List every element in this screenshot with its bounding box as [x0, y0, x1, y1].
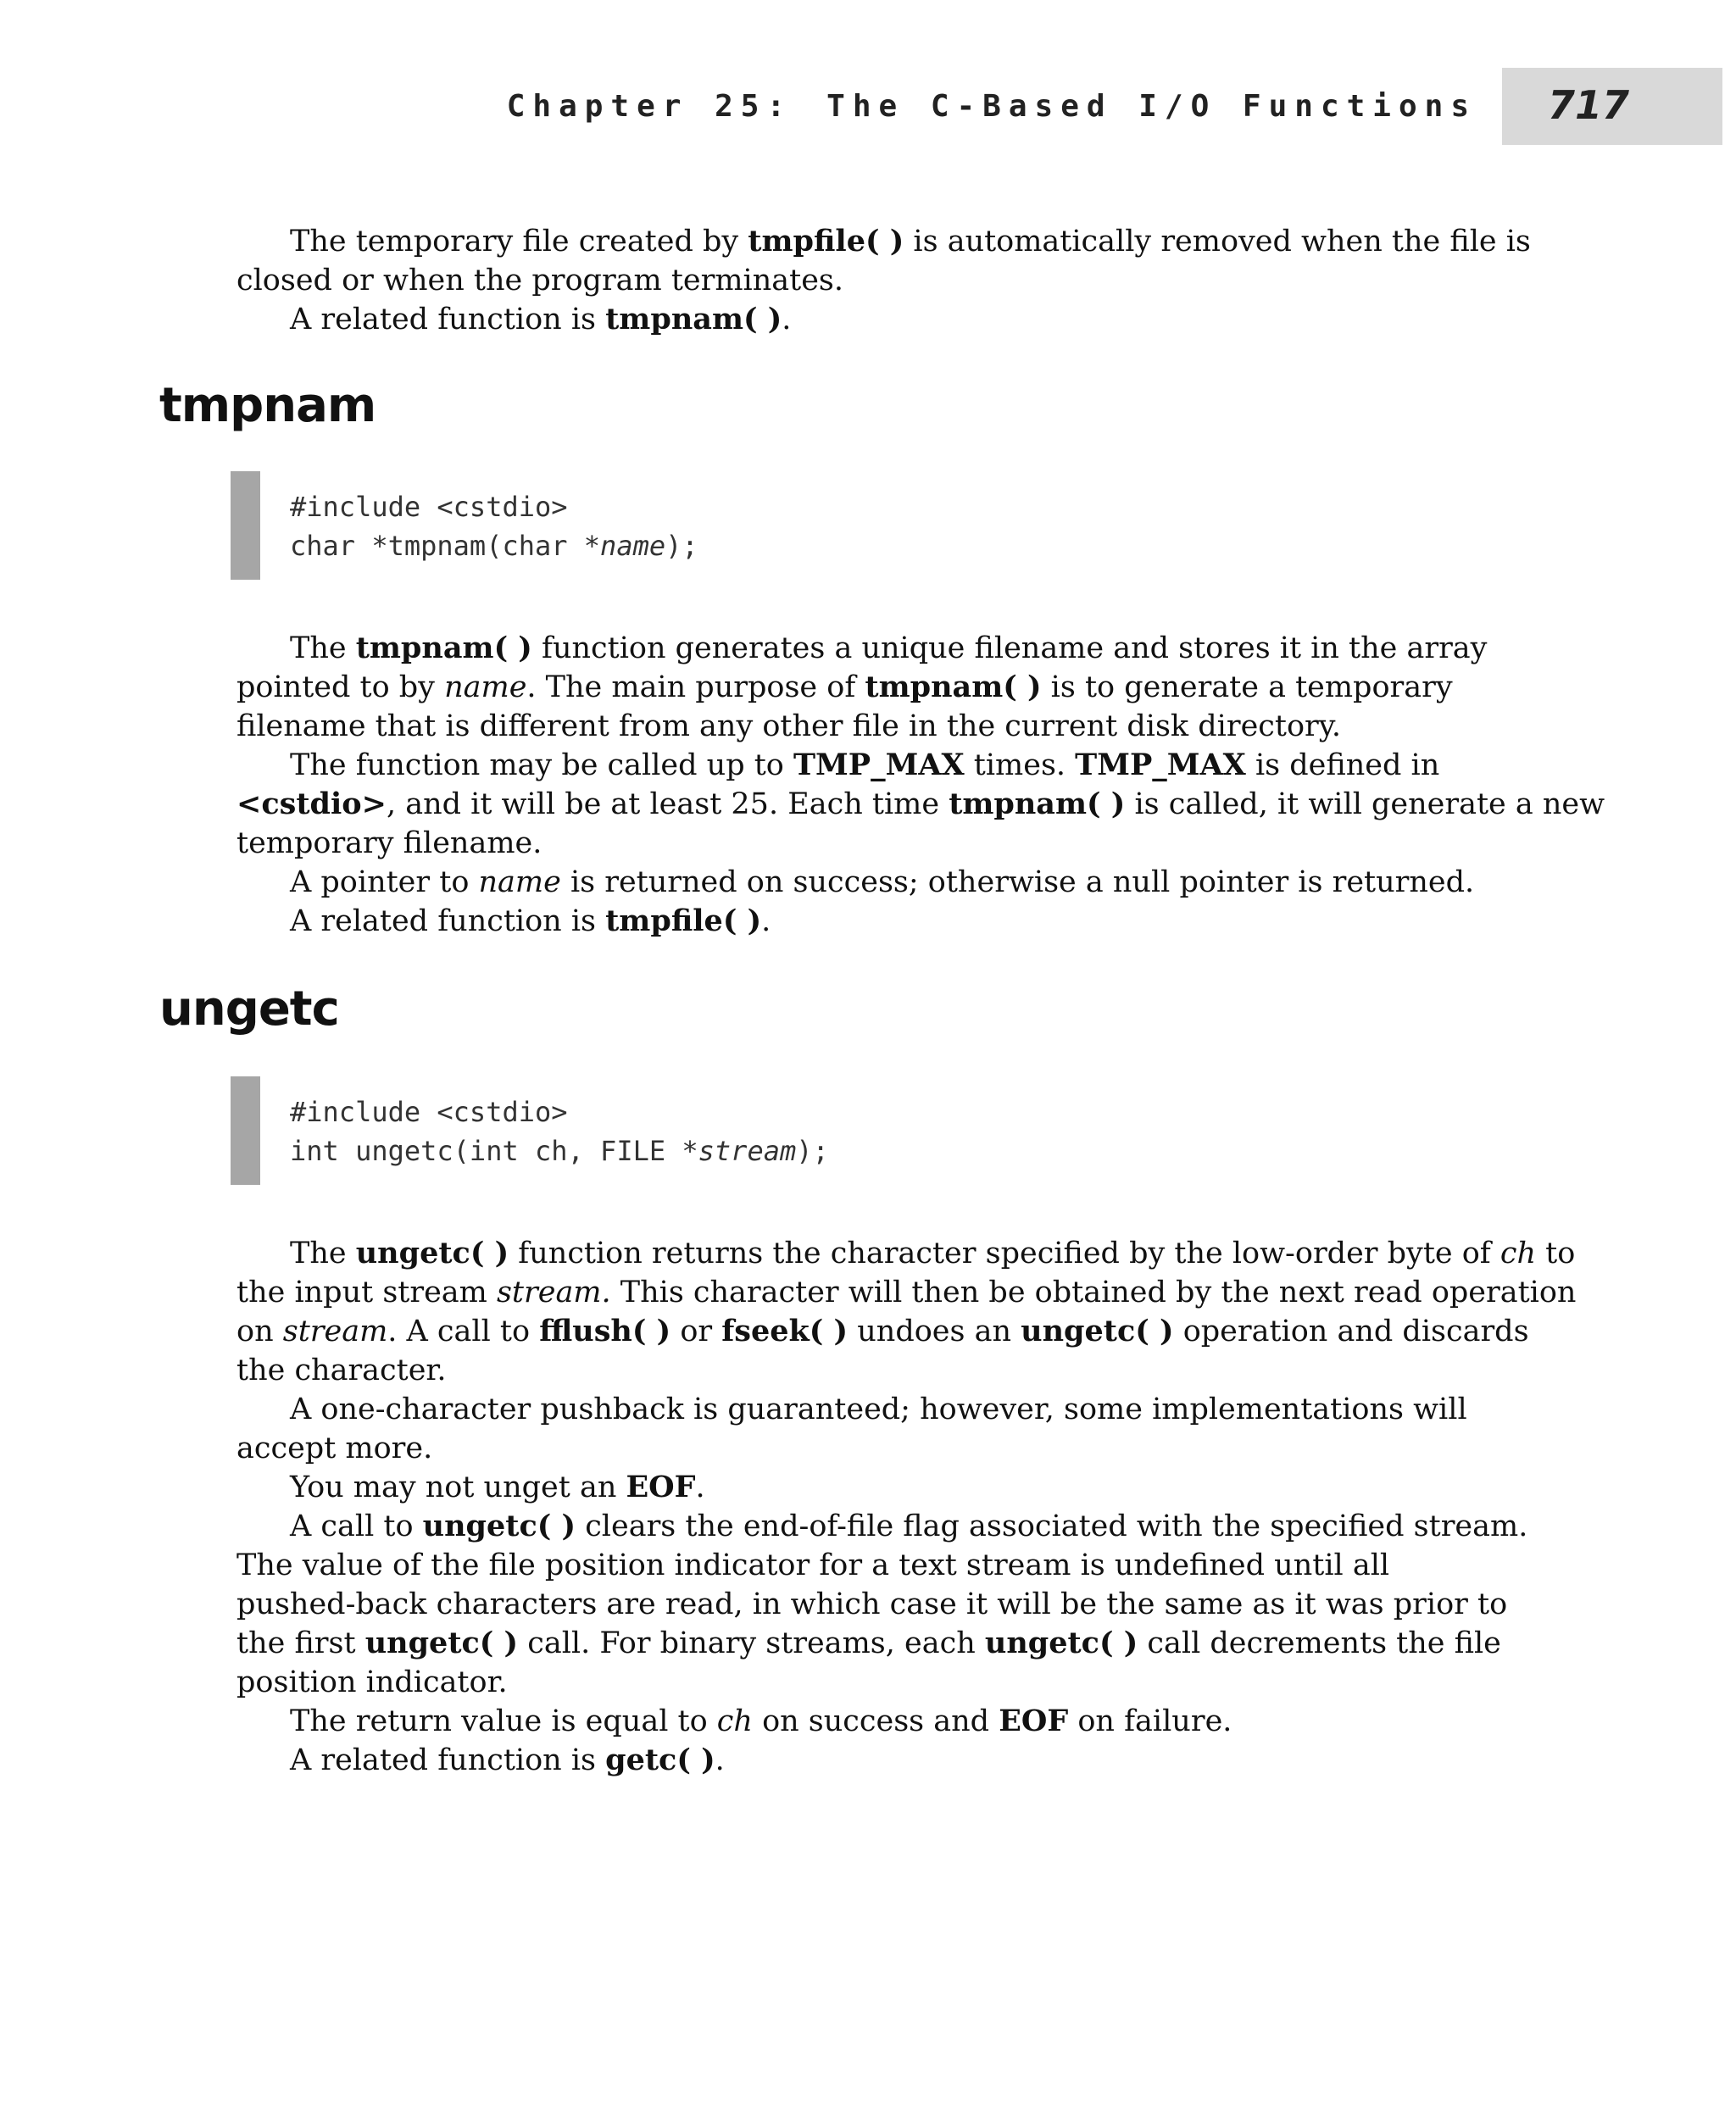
paragraph: A related function is tmpfile( ). [290, 903, 771, 938]
code-block-bar [231, 471, 260, 580]
intro-text [236, 222, 1531, 339]
section-heading-tmpnam: tmpnam [159, 378, 376, 433]
paragraph: The ungetc( ) function returns the character specified by the low-order byte of ch to [290, 1236, 1576, 1270]
paragraph: The function may be called up to TMP_MAX times. TMP_MAX is defined in [290, 748, 1440, 782]
tmpnam-description: The tmpnam( ) function generates a unique filename and stores it in the array pointed to by name. The main purpose of tmpnam( ) is to generate a temporary filename that is different from any other file in the current disk directory. The function may be called up to TMP_MAX times. TMP_MAX is defined in <cstdio>, and it will be at least 25. Each time tmpnam( ) is called, it will generate a new temporary filename. A pointer to name is returned on success; otherwise a null pointer is returned. A related function is tmpfile( ). [236, 629, 1508, 941]
running-header [0, 89, 1477, 124]
code-block-bar [231, 1076, 260, 1185]
chapter-title: The C-Based I/O Functions [826, 89, 1477, 124]
code-line: #include <cstdio> [290, 1096, 568, 1128]
paragraph: The return value is equal to ch on success and EOF on failure. [290, 1704, 1232, 1738]
paragraph: A related function is tmpnam( ). [290, 302, 792, 336]
paragraph: A call to ungetc( ) clears the end-of-file flag associated with the specified stream. [290, 1509, 1528, 1543]
code-block-ungetc [290, 1092, 829, 1170]
section-heading-ungetc: ungetc [159, 981, 339, 1037]
code-line: int ungetc(int ch, FILE *stream); [290, 1135, 829, 1167]
chapter-number: Chapter 25: [506, 89, 793, 124]
paragraph: A related function is getc( ). [290, 1743, 725, 1777]
paragraph: The temporary file created by tmpfile( ) is automatically removed when the file is [290, 224, 1531, 259]
ungetc-description: The ungetc( ) function returns the character specified by the low-order byte of ch to the input stream stream. This character will then be obtained by the next read operation on stream. A call to fflush( ) or fseek( ) undoes an ungetc( ) operation and discards the character. A one-character pushback is guaranteed; however, some implementations will accept more. You may not unget an EOF. A call to ungetc( ) clears the end-of-file flag associated with the specified stream. The value of the file position indicator for a text stream is undefined until all pushed-back characters are read, in which case it will be the same as it was prior to the first ungetc( ) call. For binary streams, each ungetc( ) call decrements the file position indicator. The return value is equal to ch on success and EOF on failure. A related function is getc( ). [236, 1234, 1508, 1780]
code-line: #include <cstdio> [290, 491, 568, 523]
code-line: char *tmpnam(char *name); [290, 530, 698, 562]
paragraph-continuation: closed or when the program terminates. [236, 264, 844, 297]
code-block-tmpnam [290, 487, 698, 565]
paragraph: You may not unget an EOF. [290, 1470, 705, 1504]
paragraph: The tmpnam( ) function generates a unique filename and stores it in the array [290, 631, 1488, 665]
page-number: 717 [1548, 82, 1630, 128]
paragraph: A pointer to name is returned on success; otherwise a null pointer is returned. [290, 865, 1475, 899]
paragraph: A one-character pushback is guaranteed; however, some implementations will [290, 1393, 1467, 1426]
